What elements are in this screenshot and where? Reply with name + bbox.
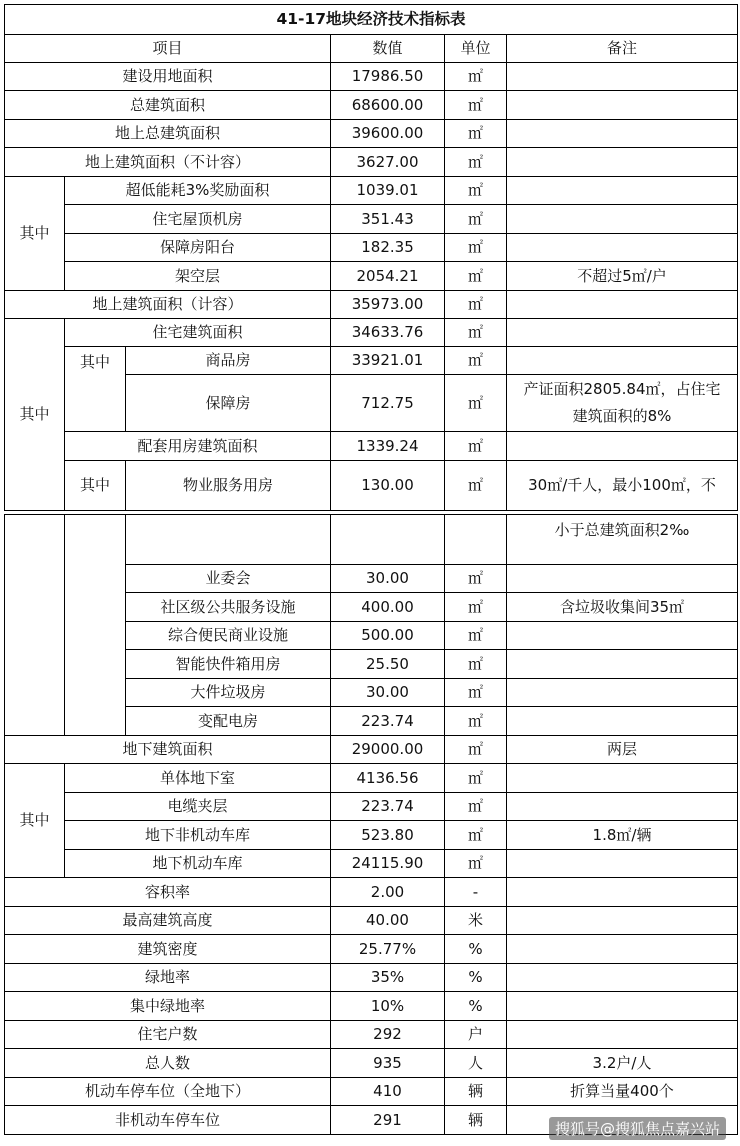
row-label: 架空层 [65,262,331,291]
row-value: 68600.00 [331,91,445,120]
row-label: 非机动车停车位 [5,1106,331,1135]
row-unit: % [445,935,507,964]
row-note [507,177,738,205]
row-unit: - [445,878,507,907]
row-unit: ㎡ [445,850,507,878]
row-note: 含垃圾收集间35㎡ [507,593,738,622]
row-note: 小于总建筑面积2‰ [507,515,738,565]
row-label: 建筑密度 [5,935,331,964]
row-value: 39600.00 [331,120,445,148]
row-label: 超低能耗3%奖励面积 [65,177,331,205]
row-unit: ㎡ [445,347,507,375]
row-note [507,91,738,120]
row-note: 不超过5㎡/户 [507,262,738,291]
row-note [507,1021,738,1049]
row-label: 综合便民商业设施 [126,622,331,650]
row-value: 25.50 [331,650,445,679]
row-value: 130.00 [331,461,445,511]
row-unit: 辆 [445,1106,507,1135]
table-row [5,1021,738,1049]
row-label: 绿地率 [5,964,331,992]
table-row [5,319,738,347]
row-value: 291 [331,1106,445,1135]
header-item: 项目 [5,35,331,63]
row-unit: ㎡ [445,793,507,821]
row-value: 35973.00 [331,291,445,319]
row-note [507,205,738,234]
subgroup-label-qizhong: 其中 [65,347,126,432]
row-unit: ㎡ [445,432,507,461]
row-label: 智能快件箱用房 [126,650,331,679]
row-note [507,148,738,177]
row-unit: ㎡ [445,679,507,707]
table-row [5,1049,738,1078]
row-unit [445,515,507,565]
row-label: 保障房阳台 [65,234,331,262]
header-row [5,35,738,63]
table-row [5,63,738,91]
row-note: 30㎡/千人，最小100㎡，不 [507,461,738,511]
table-row [5,850,738,878]
row-note [507,679,738,707]
row-unit: ㎡ [445,120,507,148]
row-value: 4136.56 [331,764,445,793]
table-row [5,432,738,461]
row-unit: ㎡ [445,319,507,347]
note-line: 建筑面积的8% [572,407,672,425]
group-label-qizhong: 其中 [5,177,65,291]
watermark: 搜狐号@搜狐焦点嘉兴站 [549,1117,726,1140]
row-value: 29000.00 [331,736,445,764]
row-label: 变配电房 [126,707,331,736]
table-row [5,291,738,319]
row-note [507,878,738,907]
row-note [507,964,738,992]
row-unit: 米 [445,907,507,935]
table-row [5,821,738,850]
row-unit: % [445,964,507,992]
table-row [5,234,738,262]
row-label: 社区级公共服务设施 [126,593,331,622]
row-unit: ㎡ [445,262,507,291]
row-unit: ㎡ [445,565,507,593]
table-row [5,878,738,907]
row-note [507,935,738,964]
row-note [507,319,738,347]
row-label: 业委会 [126,565,331,593]
row-unit: 人 [445,1049,507,1078]
row-note: 两层 [507,736,738,764]
table-title: 41-17地块经济技术指标表 [5,5,738,35]
subgroup-label-qizhong: 其中 [65,461,126,511]
row-label: 机动车停车位（全地下） [5,1078,331,1106]
row-value: 1039.01 [331,177,445,205]
row-note [507,347,738,375]
table-row [5,120,738,148]
row-label: 住宅户数 [5,1021,331,1049]
row-unit: ㎡ [445,821,507,850]
row-note [507,764,738,793]
row-note [507,375,738,432]
row-value: 292 [331,1021,445,1049]
table-row [5,793,738,821]
table-row [5,148,738,177]
row-label: 配套用房建筑面积 [65,432,331,461]
row-unit: 户 [445,1021,507,1049]
row-label: 住宅屋顶机房 [65,205,331,234]
row-note [507,992,738,1021]
row-note [507,850,738,878]
row-label: 总人数 [5,1049,331,1078]
row-unit: ㎡ [445,707,507,736]
table-row [5,935,738,964]
table-title-row [5,5,738,35]
group-label-qizhong: 其中 [5,764,65,878]
row-label: 最高建筑高度 [5,907,331,935]
row-value: 712.75 [331,375,445,432]
header-note: 备注 [507,35,738,63]
row-note: 折算当量400个 [507,1078,738,1106]
row-note [507,63,738,91]
row-value: 24115.90 [331,850,445,878]
row-note: 3.2户/人 [507,1049,738,1078]
row-label: 单体地下室 [65,764,331,793]
row-value: 40.00 [331,907,445,935]
row-label [126,515,331,565]
row-label: 住宅建筑面积 [65,319,331,347]
row-value: 500.00 [331,622,445,650]
row-note [507,622,738,650]
row-label: 电缆夹层 [65,793,331,821]
row-note [507,432,738,461]
row-value: 935 [331,1049,445,1078]
row-note [507,650,738,679]
row-label: 容积率 [5,878,331,907]
row-unit: ㎡ [445,375,507,432]
row-label: 集中绿地率 [5,992,331,1021]
row-label: 商品房 [126,347,331,375]
row-note [507,907,738,935]
table-row [5,205,738,234]
row-value: 2054.21 [331,262,445,291]
row-value: 523.80 [331,821,445,850]
table-row [5,262,738,291]
row-value: 30.00 [331,679,445,707]
row-note [507,291,738,319]
row-unit: ㎡ [445,622,507,650]
row-value: 33921.01 [331,347,445,375]
row-value: 223.74 [331,707,445,736]
row-value: 1339.24 [331,432,445,461]
row-value: 182.35 [331,234,445,262]
subgroup-continuation-cell [65,515,126,736]
table-row [5,992,738,1021]
indicator-table-part2 [4,514,738,1135]
row-value: 400.00 [331,593,445,622]
row-unit: ㎡ [445,736,507,764]
group-label-qizhong: 其中 [5,319,65,511]
row-label: 地下建筑面积 [5,736,331,764]
table-row [5,461,738,511]
table-row [5,91,738,120]
table-row [5,736,738,764]
row-label: 地下非机动车库 [65,821,331,850]
row-unit: 辆 [445,1078,507,1106]
row-value [331,515,445,565]
table-row [5,1078,738,1106]
row-unit: ㎡ [445,593,507,622]
row-unit: ㎡ [445,148,507,177]
header-value: 数值 [331,35,445,63]
table-row [5,764,738,793]
row-label: 地上建筑面积（计容） [5,291,331,319]
row-value: 30.00 [331,565,445,593]
row-value: 223.74 [331,793,445,821]
row-note [507,234,738,262]
row-note: 1.8㎡/辆 [507,821,738,850]
row-value: 10% [331,992,445,1021]
note-line: 产证面积2805.84㎡，占住宅 [523,380,721,398]
row-unit: ㎡ [445,291,507,319]
group-continuation-cell [5,515,65,736]
row-label: 物业服务用房 [126,461,331,511]
row-label: 建设用地面积 [5,63,331,91]
row-unit: ㎡ [445,650,507,679]
table-row [5,347,738,375]
row-note [507,793,738,821]
row-label: 总建筑面积 [5,91,331,120]
row-value: 410 [331,1078,445,1106]
table-row [5,177,738,205]
row-unit: ㎡ [445,63,507,91]
row-unit: ㎡ [445,764,507,793]
row-label: 保障房 [126,375,331,432]
table-row [5,907,738,935]
row-value: 3627.00 [331,148,445,177]
row-unit: % [445,992,507,1021]
row-label: 大件垃圾房 [126,679,331,707]
row-label: 地上总建筑面积 [5,120,331,148]
row-value: 17986.50 [331,63,445,91]
row-value: 25.77% [331,935,445,964]
header-unit: 单位 [445,35,507,63]
row-unit: ㎡ [445,461,507,511]
row-value: 34633.76 [331,319,445,347]
row-value: 2.00 [331,878,445,907]
row-unit: ㎡ [445,177,507,205]
row-value: 35% [331,964,445,992]
row-unit: ㎡ [445,234,507,262]
row-unit: ㎡ [445,91,507,120]
table-row [5,964,738,992]
row-note [507,707,738,736]
row-unit: ㎡ [445,205,507,234]
row-value: 351.43 [331,205,445,234]
row-label: 地上建筑面积（不计容） [5,148,331,177]
indicator-table-part1 [4,4,738,511]
table-row [5,515,738,565]
row-label: 地下机动车库 [65,850,331,878]
row-note [507,120,738,148]
row-note [507,565,738,593]
